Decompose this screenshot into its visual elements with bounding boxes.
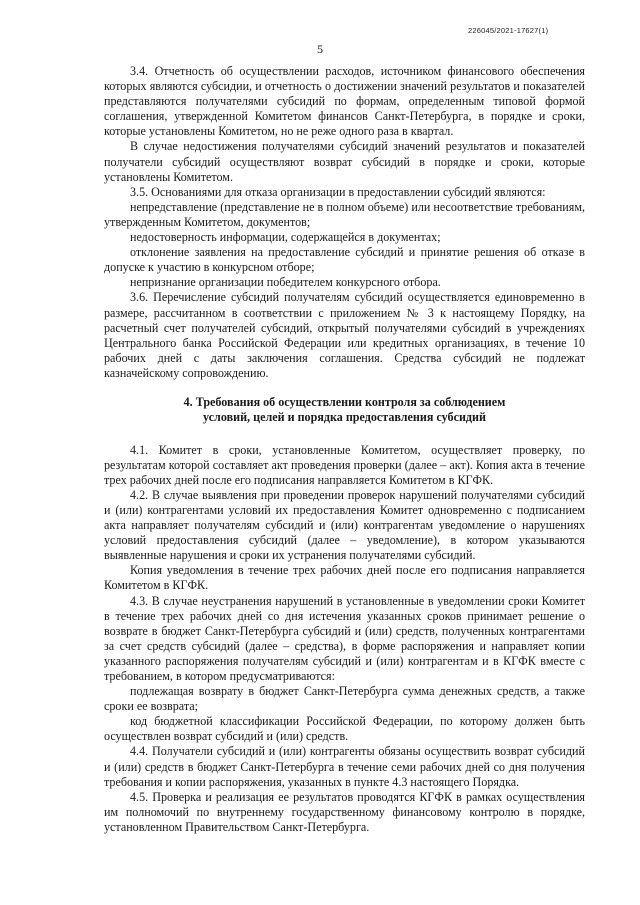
page-number: 5 — [317, 42, 323, 56]
section-4-heading — [104, 395, 585, 426]
requirement-item-2: код бюджетной классификации Российской Федерации, по которому должен быть осуществлен возврат субсидий и (или) средств. — [104, 714, 585, 744]
paragraph-4-1: 4.1. Комитет в сроки, установленные Комитетом, осуществляет проверку, по результатам которой составляет акт проведения проверки (далее – акт). Копия акта в течение трех рабочих дней после его подписания направляется Комитетом в КГФК. — [104, 442, 585, 487]
paragraph-3-6: 3.6. Перечисление субсидий получателям субсидий осуществляется единовременно в размере, рассчитанном в соответствии с приложением № 3 к настоящему Порядку, на расчетный счет получателей субсидий, открытый получателями субсидий в учреждениях Центрального банка Российской Федерации или кредитных организациях, в течение 10 рабочих дней с даты заключения соглашения. Средства субсидий не подлежат казначейскому сопровождению. — [104, 290, 585, 380]
paragraph-4-3: 4.3. В случае неустранения нарушений в установленные в уведомлении сроки Комитет в течение трех рабочих дней со дня истечения указанных сроков принимает решение о возврате в бюджет Санкт-Петербурга субсидий и (или) средств, полученных контрагентами за счет средств субсидий (далее – средства), в форме распоряжения и направляет копии указанного распоряжения получателям субсидий и (или) контрагентам и в КГФК вместе с требованием, в котором предусматриваются: — [104, 593, 585, 683]
section-4-heading-line-1: 4. Требования об осуществлении контроля за соблюдением — [183, 394, 506, 409]
refusal-reason-3: отклонение заявления на предоставление субсидий и принятие решения об отказе в допуске к участию в конкурсном отборе; — [104, 245, 585, 275]
section-4-heading-line-2: условий, целей и порядка предоставления субсидий — [203, 410, 486, 425]
paragraph-4-2-copy: Копия уведомления в течение трех рабочих дней после его подписания направляется Комитетом в КГФК. — [104, 563, 585, 593]
paragraph-4-5: 4.5. Проверка и реализация ее результатов проводятся КГФК в рамках осуществления им полномочий по внутреннему государственному финансовому контролю в порядке, установленном Правительством Санкт-Петербурга. — [104, 789, 585, 834]
requirement-item-1: подлежащая возврату в бюджет Санкт-Петербурга сумма денежных средств, а также сроки ее возврата; — [104, 684, 585, 714]
paragraph-4-2: 4.2. В случае выявления при проведении проверок нарушений получателями субсидий и (или) контрагентами условий их предоставления Комитет одновременно с подписанием акта направляет получателям субсидий и (или) контрагентам уведомление о нарушениях условий предоставления субсидий (далее – уведомление), в котором указываются выявленные нарушения и сроки их устранения получателями субсидий. — [104, 487, 585, 563]
refusal-reason-2: недостоверность информации, содержащейся в документах; — [130, 230, 441, 245]
document-body — [104, 64, 585, 835]
paragraph-3-4: 3.4. Отчетность об осуществлении расходов, источником финансового обеспечения которых являются субсидии, и отчетность о достижении значений результатов и показателей представляются получателями субсидий по формам, определенным типовой формой соглашения, утвержденной Комитетом финансов Санкт-Петербурга, в порядке и сроки, которые установлены Комитетом, но не реже одного раза в квартал. — [104, 64, 585, 139]
paragraph-4-4: 4.4. Получатели субсидий и (или) контрагенты обязаны осуществить возврат субсидий и (или) средств в бюджет Санкт-Петербурга в течение семи рабочих дней со дня получения требования и копии распоряжения, указанных в пункте 4.3 настоящего Порядка. — [104, 744, 585, 789]
document-id: 226045/2021-17627(1) — [468, 26, 549, 35]
refusal-reason-4: непризнание организации победителем конкурсного отбора. — [130, 275, 441, 290]
refusal-reason-1: непредставление (представление не в полном объеме) или несоответствие требованиям, утвержденным Комитетом, документов; — [104, 199, 585, 229]
paragraph-3-4-return: В случае недостижения получателями субсидий значений результатов и показателей получатели субсидий осуществляют возврат субсидий в порядке и сроки, которые установлены Комитетом. — [104, 139, 585, 184]
paragraph-3-5: 3.5. Основаниями для отказа организации в предоставлении субсидий являются: — [130, 184, 546, 199]
